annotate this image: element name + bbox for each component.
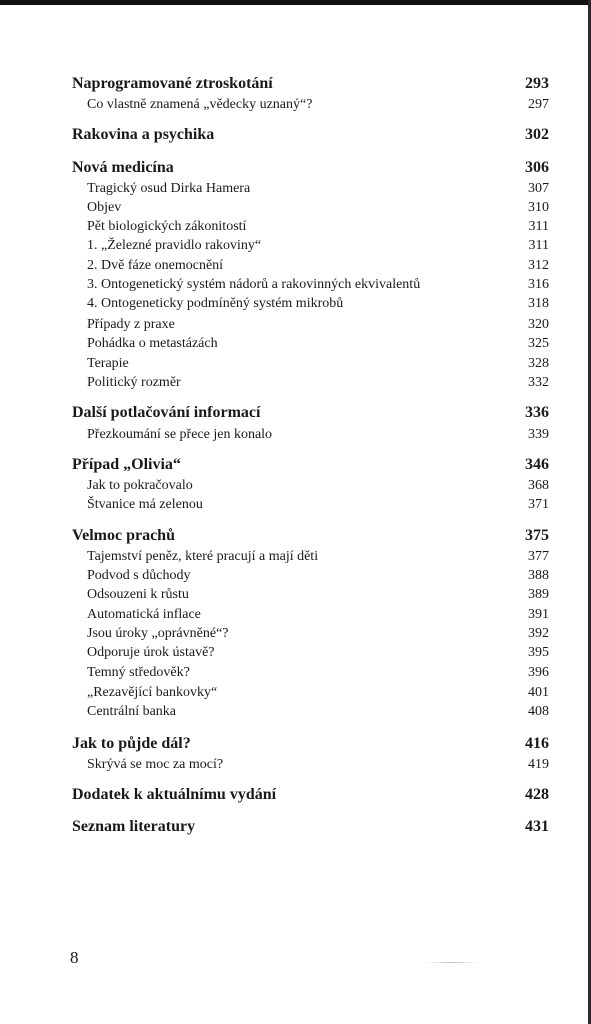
toc-entry-title: Štvanice má zelenou [87, 497, 203, 512]
toc-entry-page: 408 [528, 704, 549, 719]
toc-entry-page: 307 [528, 181, 549, 196]
toc-entry-page: 431 [525, 818, 549, 835]
toc-entry-title: Dodatek k aktuálnímu vydání [72, 786, 277, 803]
toc-entry-title: 3. Ontogenetický systém nádorů a rakovinných ekvivalentů [87, 277, 421, 292]
toc-entry-page: 325 [528, 336, 549, 351]
toc-entry-title: 2. Dvě fáze onemocnění [87, 258, 224, 273]
toc-entry-title: Skrývá se moc za mocí? [87, 757, 224, 772]
toc-entry-page: 311 [528, 238, 549, 253]
toc-entry-page: 302 [525, 126, 549, 143]
toc-entry-page: 306 [525, 159, 549, 176]
toc-entry-page: 428 [525, 786, 549, 803]
toc-entry-page: 395 [528, 645, 549, 660]
toc-entry-title: Odsouzeni k růstu [87, 587, 189, 602]
toc-entry-page: 293 [525, 75, 549, 92]
toc-entry-title: Jak to půjde dál? [72, 735, 191, 752]
toc-entry-page: 310 [528, 200, 549, 215]
toc-entry-title: Centrální banka [87, 704, 177, 719]
toc-entry-title: Případ „Olivia“ [72, 456, 181, 473]
toc-entry-page: 391 [528, 607, 549, 622]
toc-entry-page: 416 [525, 735, 549, 752]
toc-entry-title: 4. Ontogeneticky podmíněný systém mikrobů [87, 296, 344, 311]
toc-entry-title: Odporuje úrok ústavě? [87, 645, 215, 660]
toc-entry-title: Temný středověk? [87, 665, 190, 680]
toc-entry-title: Případy z praxe [87, 317, 175, 332]
toc-entry-title: Jsou úroky „oprávněné“? [87, 626, 229, 641]
toc-entry-title: Tajemství peněz, které pracují a mají děti [87, 549, 319, 564]
toc-entry-page: 311 [528, 219, 549, 234]
toc-entry-page: 312 [528, 258, 549, 273]
toc-entry-page: 339 [528, 427, 549, 442]
toc-entry-page: 368 [528, 478, 549, 493]
toc-entry-title: Seznam literatury [72, 818, 196, 835]
toc-entry-page: 316 [528, 277, 549, 292]
toc-entry-page: 336 [525, 404, 549, 421]
toc-entry-page: 389 [528, 587, 549, 602]
toc-entry-title: Politický rozměr [87, 375, 181, 390]
page-number: 8 [70, 948, 79, 967]
toc-entry-page: 396 [528, 665, 549, 680]
toc-entry-title: Přezkoumání se přece jen konalo [87, 427, 273, 442]
toc-entry-page: 419 [528, 757, 549, 772]
toc-entry-page: 375 [525, 527, 549, 544]
toc-entry-page: 377 [528, 549, 549, 564]
toc-entry-title: Rakovina a psychika [72, 126, 215, 143]
toc-entry-title: Pohádka o metastázách [87, 336, 218, 351]
toc-entry-page: 392 [528, 626, 549, 641]
toc-entry-page: 328 [528, 356, 549, 371]
scan-smudge [424, 962, 480, 963]
toc-entry-title: Tragický osud Dirka Hamera [87, 181, 251, 196]
toc-entry-title: Jak to pokračovalo [87, 478, 193, 493]
toc-entry-title: Naprogramované ztroskotání [72, 75, 273, 92]
toc-entry-title: Podvod s důchody [87, 568, 191, 583]
toc-entry-title: Velmoc prachů [72, 527, 175, 544]
toc-entry-page: 388 [528, 568, 549, 583]
toc-entry-page: 318 [528, 296, 549, 311]
toc-entry-title: Další potlačování informací [72, 404, 261, 421]
toc-entry-title: Automatická inflace [87, 607, 201, 622]
toc-entry-page: 401 [528, 685, 549, 700]
toc-entry-title: Terapie [87, 356, 129, 371]
toc-entry-title: „Rezavějící bankovky“ [87, 685, 218, 700]
toc-entry-title: Co vlastně znamená „vědecky uznaný“? [87, 97, 313, 112]
toc-entry-page: 346 [525, 456, 549, 473]
toc-entry-title: Pět biologických zákonitostí [87, 219, 247, 234]
toc-entry-page: 297 [528, 97, 549, 112]
toc-entry-title: Nová medicína [72, 159, 174, 176]
toc-entry-page: 371 [528, 497, 549, 512]
toc-entry-page: 332 [528, 375, 549, 390]
toc-entry-page: 320 [528, 317, 549, 332]
toc-entry-title: Objev [87, 200, 122, 215]
toc-entry-title: 1. „Železné pravidlo rakoviny“ [87, 238, 262, 253]
